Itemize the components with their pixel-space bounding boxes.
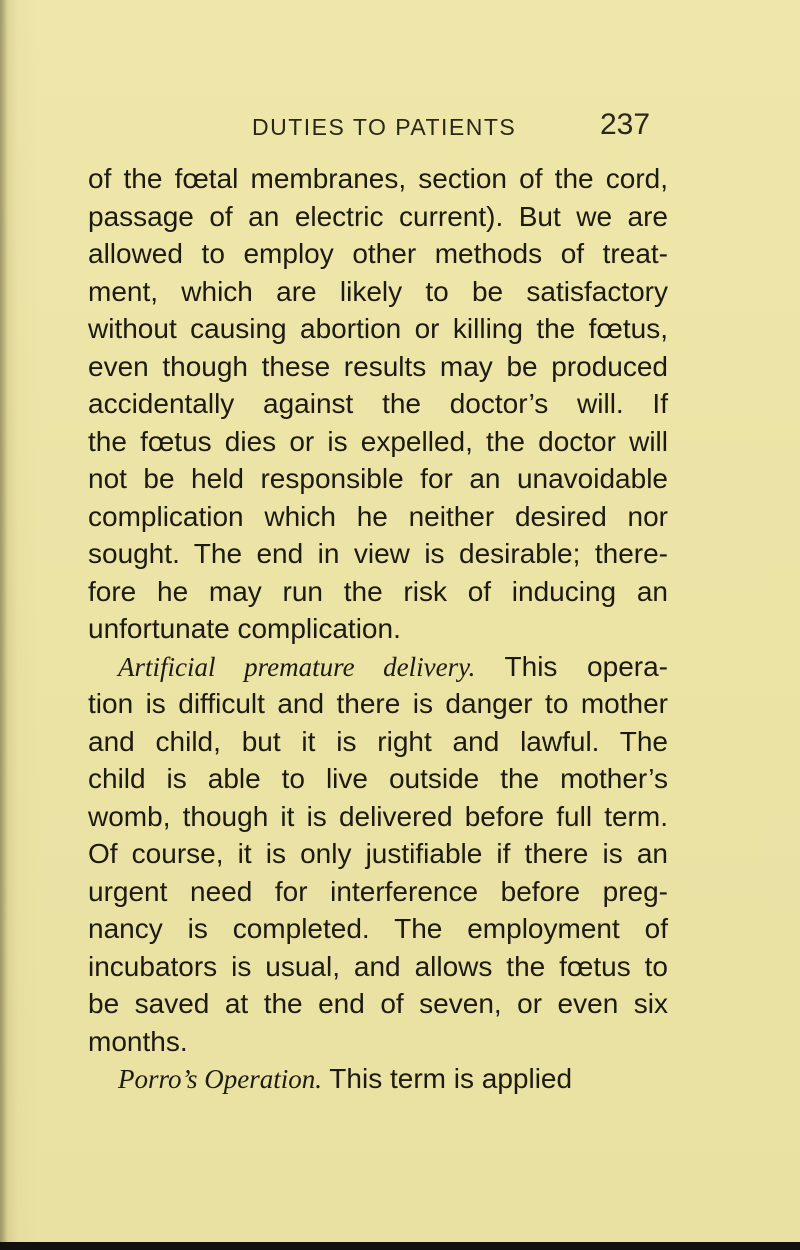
spine-shadow xyxy=(0,0,8,1250)
text-line: womb, though it is delivered before full term. xyxy=(88,800,668,832)
running-head xyxy=(0,106,800,146)
body-text xyxy=(88,160,668,1098)
text-line: urgent need for interference before preg- xyxy=(88,875,668,907)
running-title: DUTIES TO PATIENTS xyxy=(252,114,517,140)
text-fragment: This opera- xyxy=(475,650,668,682)
text-fragment: This term is applied xyxy=(322,1063,573,1094)
text-line: nancy is completed. The employment of xyxy=(88,913,668,944)
text-line: months. xyxy=(88,1025,188,1057)
page-number: 237 xyxy=(600,108,651,141)
bottom-edge-rule xyxy=(0,1242,800,1250)
text-line: be saved at the end of seven, or even six xyxy=(88,988,668,1019)
text-line: Of course, it is only justifiable if there is an xyxy=(88,838,668,869)
text-line: allowed to employ other methods of treat- xyxy=(88,238,668,269)
section-heading-porros-operation: Porro’s Operation. xyxy=(118,1064,323,1094)
text-line: of the fœtal membranes, section of the cord, xyxy=(88,163,668,194)
text-line: not be held responsible for an unavoidable xyxy=(88,463,668,494)
text-line: accidentally against the doctor’s will. If xyxy=(88,388,668,419)
text-line: even though these results may be produced xyxy=(88,350,668,382)
text-line: incubators is usual, and allows the fœtus to xyxy=(88,950,668,982)
text-line: the fœtus dies or is expelled, the doctor will xyxy=(88,425,668,457)
text-line: fore he may run the risk of inducing an xyxy=(88,575,668,607)
text-line: unfortunate complication. xyxy=(88,613,401,644)
paragraph-start-line xyxy=(88,1060,668,1098)
text-line: complication which he neither desired nor xyxy=(88,500,668,532)
text-line: child is able to live outside the mother’s xyxy=(88,763,668,794)
section-heading-artificial-delivery: Artificial premature delivery. xyxy=(118,651,476,682)
text-line: tion is difficult and there is danger to mother xyxy=(88,688,668,719)
paragraph-start-line xyxy=(88,648,668,686)
text-line: ment, which are likely to be satisfactory xyxy=(88,275,668,307)
text-line: passage of an electric current). But we are xyxy=(88,200,668,232)
text-line: sought. The end in view is desirable; there- xyxy=(88,538,668,569)
text-line: and child, but it is right and lawful. The xyxy=(88,725,668,757)
text-line: without causing abortion or killing the fœtus, xyxy=(88,313,668,344)
